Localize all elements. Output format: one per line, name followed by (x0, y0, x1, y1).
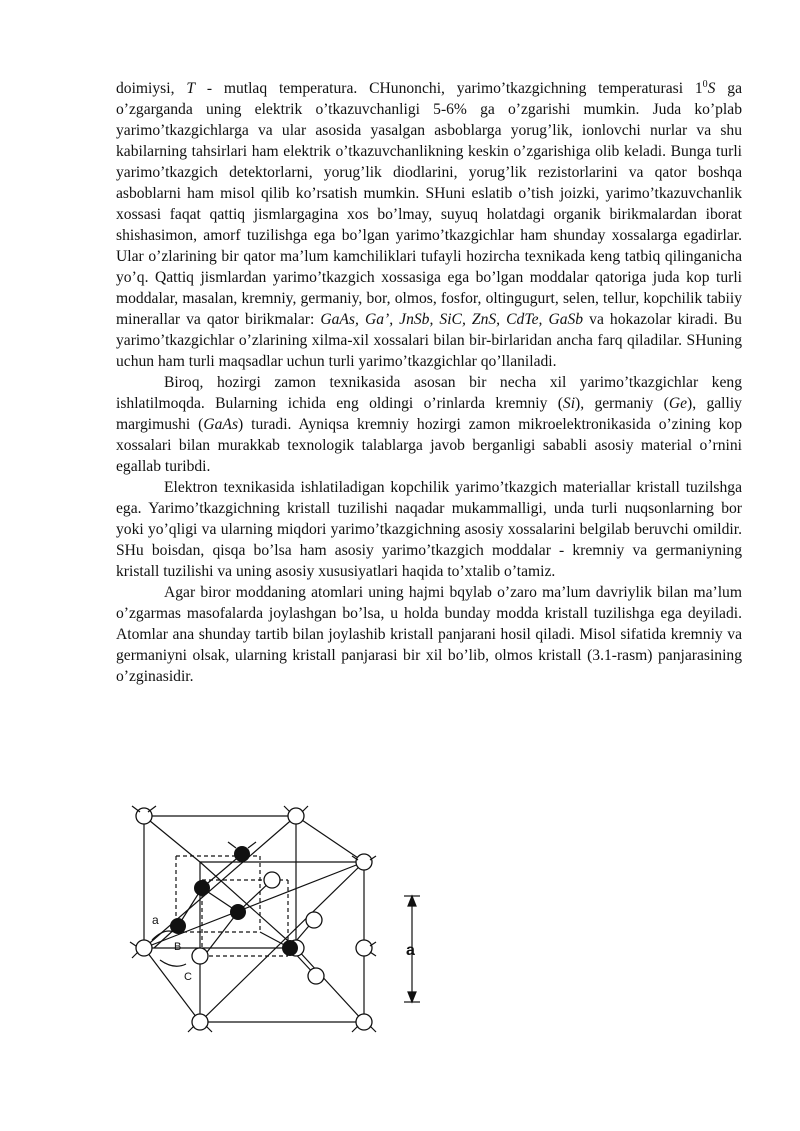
paragraph-2 (116, 372, 742, 477)
text-segment: T (186, 80, 195, 97)
paragraph-4 (116, 582, 742, 687)
label-c: C (184, 971, 192, 983)
document-page (116, 78, 742, 687)
text-segment: Biroq, hozirgi zamon texnikasida asosan bir necha xil yarimo’tkazgichlar keng ishlatilmoqda. Bularning ichida eng oldingi o’rinlarda kremniy ( (116, 374, 742, 412)
text-segment: GaAs, Ga’, JnSb, SiC, ZnS, CdTe, GaSb (320, 311, 584, 328)
text-segment: Elektron texnikasida ishlatiladigan kopchilik yarimo’tkazgich materiallar kristall tuzilshga ega. Yarimo’tkazgichning kristall tuzilishi naqadar mukammalligi, unda turli nuqsonlarning bor yoki yo’qligi va ularning miqdori yarimo’tkazgichning asosiy xossalarini belgilab beruvchi omildir. SHu boisdan, qisqa bo’lsa ham asosiy yarimo’tkazgich moddalar - kremniy va germaniyning kristall tuzilishi va uning asosiy xususiyatlari haqida to’xtalib o’tamiz. (116, 479, 742, 580)
text-segment: ga o’zgarganda uning elektrik o’tkazuvchanligi 5-6% ga o’zgarishi mumkin. Juda ko’plab yarimo’tkazgichlarga va ular asosida yasalgan asboblarga yorug’lik, ionlovchi nurlar va shu kabilarning tahsirlari ham elektrik o’tkazuvchanlikning keskin o’zgarishiga olib keladi. Bunga turli yarimo’tkazgich detektorlarni, yorug’lik diodlarini, yorug’lik rezistorlarini va qator boshqa asboblarni ham misol qilib ko’rsatish mumkin. SHuni eslatib o’tish joizki, yarimo’tkazuvchanlik xossasi faqat qattiq jismlargagina xos bo’lmay, suyuq holatdagi organik birikmalardan iborat shishasimon, amorf tuzilishga ega bo’lgan yarimo’tkazgichlar ham shunday xossalarga egadirlar. Ular o’zlarining bir qator ma’lum kamchiliklari tufayli hozircha texnikada keng tatbiq qilinganicha yo’q. Qattiq jismlardan yarimo’tkazgich xossasiga ega bo’lgan moddalar qatoriga juda kop turli moddalar, masalan, kremniy, germaniy, bor, olmos, fosfor, oltingugurt, selen, tellur, kopchilik tabiiy minerallar va qator birikmalar: (116, 80, 742, 328)
text-segment: GaAs (203, 416, 239, 433)
text-segment: ), germaniy ( (575, 395, 669, 412)
label-b: B (174, 941, 182, 953)
text-segment: 0 (702, 78, 708, 90)
text-segment: ) turadi. Ayniqsa kremniy hozirgi zamon mikroelektronikasida o’zining kop xossalari bilan murakkab texnologik talablarga javob berganligi sababli asosiy material o’rnini egallab turibdi. (116, 416, 742, 475)
text-segment: S (707, 80, 716, 97)
paragraph-3 (116, 477, 742, 582)
text-segment: - mutlaq temperatura. CHunonchi, yarimo’tkazgichning temperaturasi 1 (195, 80, 703, 97)
label-a-dimension: a (406, 942, 415, 959)
lattice-svg (124, 800, 434, 1040)
text-segment: Ge (668, 395, 688, 412)
text-segment: Agar biror moddaning atomlari uning hajmi bqylab o’zaro ma’lum davriylik bilan ma’lum o’zgarmas masofalarda joylashgan bo’lsa, u holda bunday modda kristall tuzilishga ega deyiladi. Atomlar ana shunday tartib bilan joylashib kristall panjarani hosil qiladi. Misol sifatida kremniy va germaniyni olsak, ularning kristall panjarasi bir xil bo’lib, olmos kristall (3.1-rasm) panjarasining o’zginasidir. (116, 584, 742, 685)
label-a-left: a (152, 913, 159, 927)
diamond-crystal-lattice-figure (124, 800, 434, 1040)
text-segment: doimiysi, (116, 80, 187, 97)
text-segment: Si (562, 395, 576, 412)
text-segment: ), galliy margimushi ( (116, 395, 742, 433)
paragraph-1 (116, 78, 742, 372)
text-segment: va hokazolar kiradi. Bu yarimo’tkazgichlar o’zlarining xilma-xil xossalari bilan bir-birlaridan ancha farq qiladilar. SHuning uchun ham turli maqsadlar uchun turli yarimo’tkazgichlar qo’llaniladi. (116, 311, 742, 370)
